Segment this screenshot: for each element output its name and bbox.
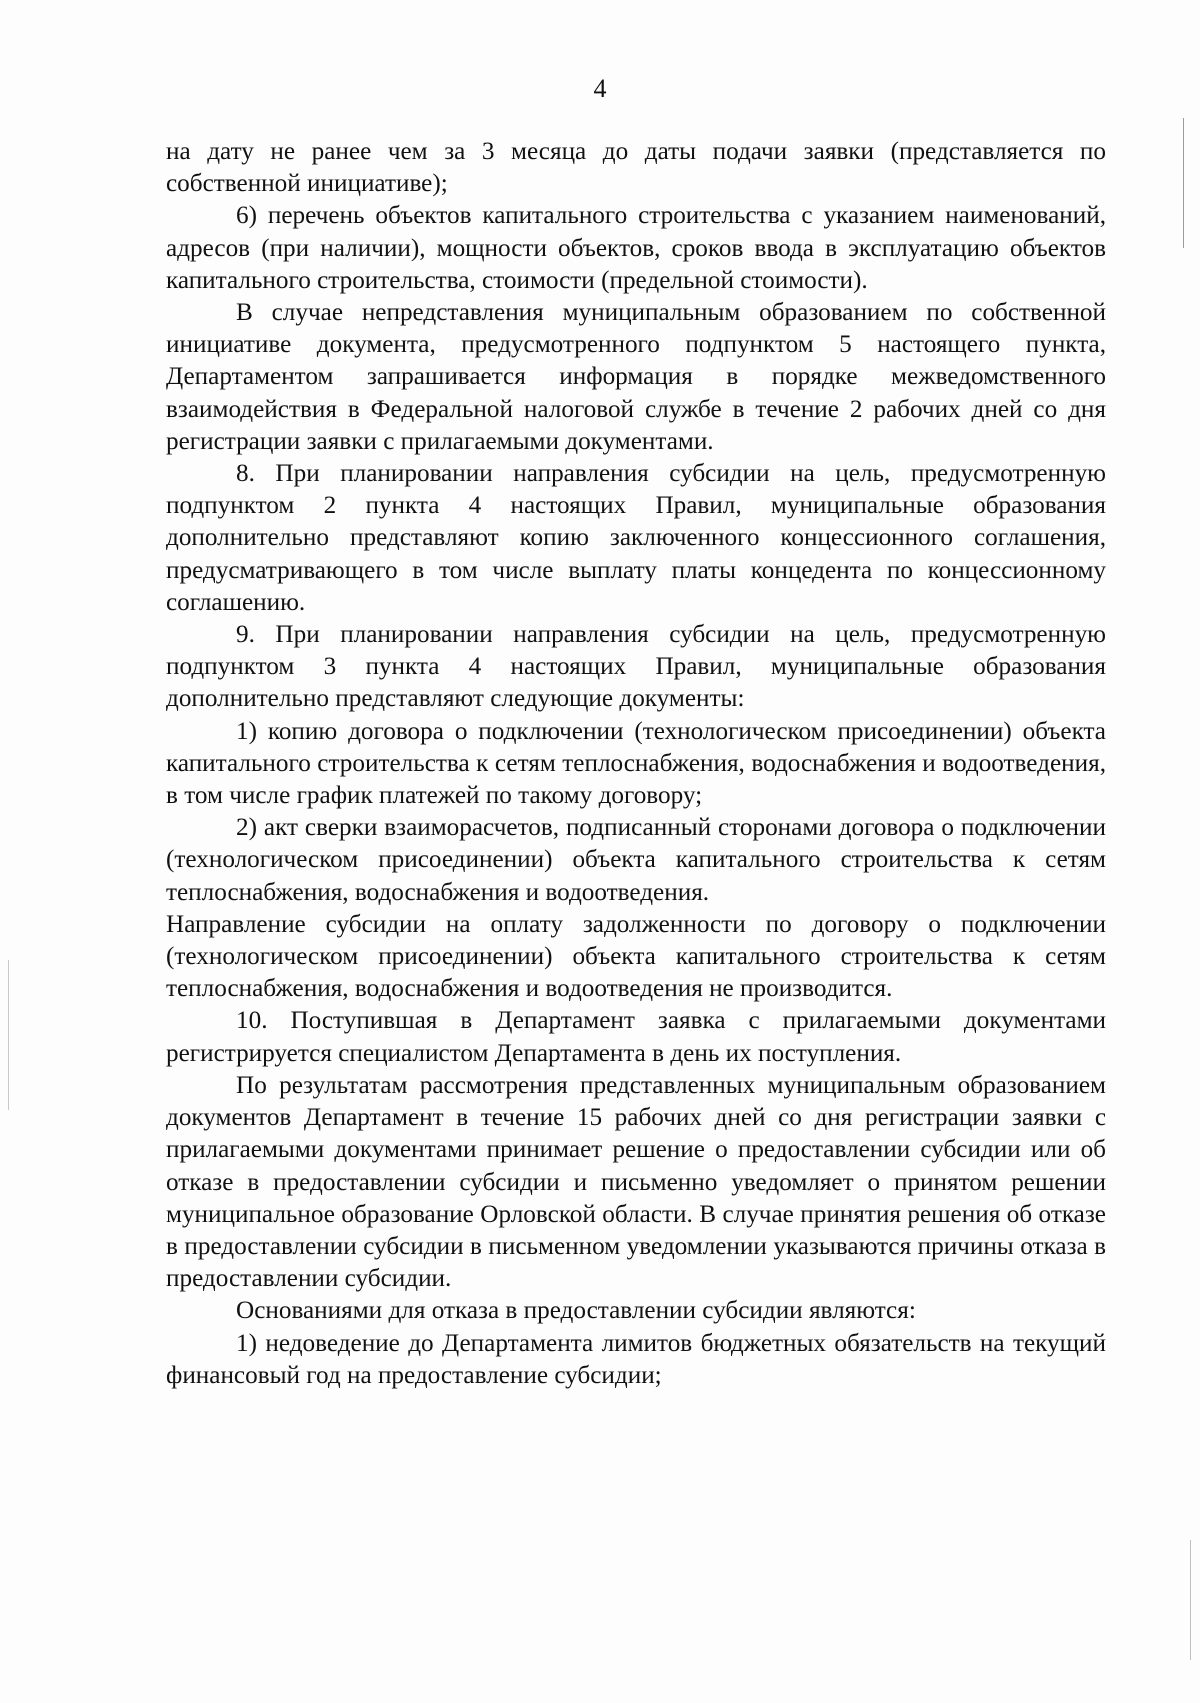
- page-number: 4: [593, 74, 607, 103]
- paragraph-continuation: на дату не ранее чем за 3 месяца до даты подачи заявки (представляется по собственной инициативе);: [166, 138, 1106, 198]
- paragraph-clause-8: 8. При планировании направления субсидии на цель, предусмотренную подпунктом 2 пункта 4 настоящих Правил, муниципальные образования дополнительно представляют копию заключенного концессионного соглашения, предусматривающего в том числе выплату платы концедента по концессионному соглашению.: [166, 460, 1106, 616]
- paragraph-refusal-grounds: Основаниями для отказа в предоставлении субсидии являются:: [236, 1297, 916, 1325]
- paragraph-review-results: По результатам рассмотрения представленных муниципальным образованием документов Департамент в течение 15 рабочих дней со дня регистрации заявки с прилагаемыми документами принимает решение о предоставлении субсидии или об отказе в предоставлении субсидии и письменно уведомляет о принятом решении муниципальное образование Орловской области. В случае принятия решения об отказе в предоставлении субсидии в письменном уведомлении указываются причины отказа в предоставлении субсидии.: [166, 1071, 1106, 1293]
- paragraph-nonsubmission: В случае непредставления муниципальным образованием по собственной инициативе документа, предусмотренного подпунктом 5 настоящего пункта, Департаментом запрашивается информация в порядке межведомственного взаимодействия в Федеральной налоговой службе в течение 2 рабочих дней со дня регистрации заявки с прилагаемыми документами.: [166, 299, 1106, 455]
- paragraph-clause-9-item-2: 2) акт сверки взаиморасчетов, подписанный сторонами договора о подключении (технологическом присоединении) объекта капитального строительства к сетям теплоснабжения, водоснабжения и водоотведения.: [166, 814, 1106, 906]
- paragraph-clause-10: 10. Поступившая в Департамент заявка с прилагаемыми документами регистрируется специалистом Департамента в день их поступления.: [166, 1007, 1106, 1067]
- scan-edge-mark: [8, 960, 9, 1110]
- paragraph-item-6: 6) перечень объектов капитального строительства с указанием наименований, адресов (при наличии), мощности объектов, сроков ввода в эксплуатацию объектов капитального строительства, стоимости (предельной стоимости).: [166, 202, 1106, 294]
- paragraph-clause-9: 9. При планировании направления субсидии на цель, предусмотренную подпунктом 3 пункта 4 настоящих Правил, муниципальные образования дополнительно представляют следующие документы:: [166, 621, 1106, 713]
- scan-edge-mark: [1190, 1540, 1191, 1660]
- document-body: [166, 136, 1106, 1392]
- paragraph-refusal-ground-1: 1) недоведение до Департамента лимитов бюджетных обязательств на текущий финансовый год на предоставление субсидии;: [166, 1329, 1106, 1389]
- paragraph-clause-9-item-1: 1) копию договора о подключении (технологическом присоединении) объекта капитального строительства к сетям теплоснабжения, водоснабжения и водоотведения, в том числе график платежей по такому договору;: [166, 717, 1106, 810]
- scan-edge-mark: [1183, 118, 1184, 248]
- paragraph-debt-note: Направление субсидии на оплату задолженности по договору о подключении (технологическом присоединении) объекта капитального строительства к сетям теплоснабжения, водоснабжения и водоотведения не производится.: [166, 910, 1106, 1003]
